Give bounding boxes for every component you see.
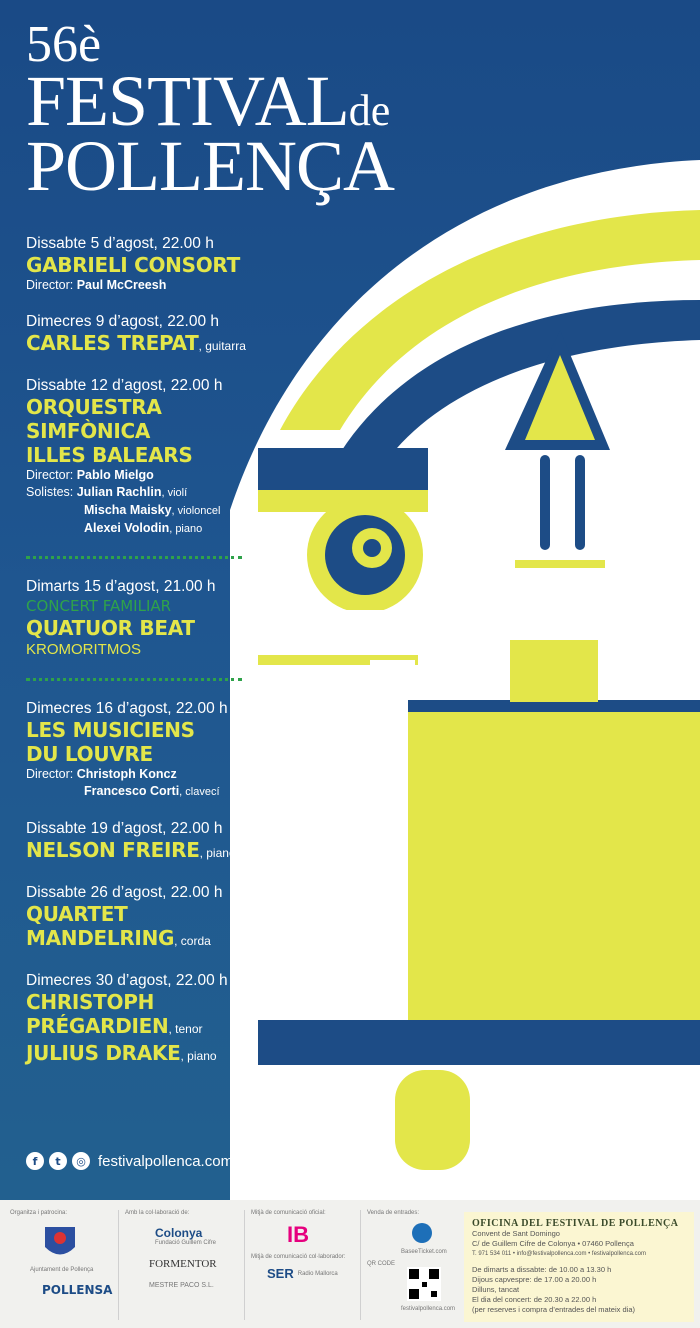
ser-logo: SER Radio Mallorca <box>267 1266 338 1281</box>
office-hours: El dia del concert: de 20.30 a 22.00 h <box>472 1295 597 1304</box>
ib-logo: IB <box>287 1222 309 1247</box>
event-1 <box>26 234 326 294</box>
colonya-subtitle: Fundació Guillem Cifre <box>155 1240 217 1246</box>
event-6 <box>26 819 326 865</box>
twitter-icon[interactable]: t <box>49 1152 67 1170</box>
event-soloist: Francesco Corti, clavecí <box>84 784 220 798</box>
website-link[interactable]: festivalpollenca.com <box>98 1152 234 1170</box>
title-festival: FESTIVAL <box>26 60 349 141</box>
title-de: de <box>348 85 391 135</box>
event-date: Dimecres 9 d’agost, 22.00 h <box>26 313 219 330</box>
pollensa-logo: POLLENSA <box>42 1283 113 1297</box>
event-soloist: Alexei Volodin, piano <box>84 521 203 535</box>
tickets-label: Venda de entrades: <box>367 1210 420 1216</box>
qr-site: festivalpollenca.com <box>401 1306 456 1312</box>
office-title: OFICINA DEL FESTIVAL DE POLLENÇA <box>472 1218 679 1229</box>
event-artist-line: CHRISTOPH <box>26 990 155 1014</box>
event-director: Director: Christoph Koncz <box>26 767 177 781</box>
office-address: Convent de Sant Domingo <box>472 1229 560 1238</box>
edition-number: 56è <box>26 16 102 73</box>
ajuntament-label: Ajuntament de Pollença <box>30 1267 94 1273</box>
event-date: Dimecres 30 d’agost, 22.00 h <box>26 972 228 989</box>
event-artist: CARLES TREPAT, guitarra <box>26 331 246 355</box>
office-hours: De dimarts a dissabte: de 10.00 a 13.30 h <box>472 1265 612 1274</box>
event-artist-line: ORQUESTRA <box>26 395 162 419</box>
collaborators-column <box>118 1210 238 1320</box>
event-date: Dissabte 19 d’agost, 22.00 h <box>26 820 223 837</box>
festival-office-box <box>464 1212 694 1322</box>
qr-label: QR CODE <box>367 1261 396 1267</box>
event-5 <box>26 699 326 801</box>
event-artist: QUATUOR BEAT <box>26 616 195 640</box>
social-links <box>26 1152 233 1170</box>
colonya-logo: Colonya <box>155 1226 203 1240</box>
event-artist: PRÉGARDIEN, tenor <box>26 1014 203 1038</box>
event-date: Dissabte 26 d’agost, 22.00 h <box>26 884 223 901</box>
dotted-divider <box>26 556 242 559</box>
sponsors-footer <box>0 1200 700 1328</box>
office-contact: T. 971 534 011 • info@festivalpollenca.com • festivalpollenca.com <box>472 1251 646 1257</box>
event-3 <box>26 376 326 538</box>
formentor-logo: FORMENTOR <box>149 1258 217 1270</box>
program-list <box>26 234 326 1086</box>
event-artist: MANDELRING, corda <box>26 926 211 950</box>
office-hours: Dilluns, tancat <box>472 1285 520 1294</box>
qr-code-icon[interactable] <box>407 1267 441 1301</box>
event-artist-line: SIMFÒNICA <box>26 419 151 443</box>
instagram-icon[interactable]: ◎ <box>72 1152 90 1170</box>
organizer-label: Organitza i patrocina: <box>10 1210 68 1216</box>
event-artist-line: LES MUSICIENS <box>26 718 195 742</box>
event-soloist: Mischa Maisky, violoncel <box>84 503 221 517</box>
dotted-divider <box>26 678 242 681</box>
media-label: Mitjà de comunicació oficial: <box>251 1210 326 1216</box>
event-artist-line: DU LOUVRE <box>26 742 153 766</box>
media-column <box>244 1210 354 1320</box>
ticket-logo-icon <box>407 1222 437 1244</box>
tickets-column <box>360 1210 460 1320</box>
event-artist: NELSON FREIRE, piano <box>26 838 236 862</box>
festival-title <box>26 16 394 206</box>
event-artist: GABRIELI CONSORT <box>26 253 240 277</box>
event-soloist: Solistes: Julian Rachlin, violí <box>26 485 188 499</box>
office-hours: Dijous capvespre: de 17.00 a 20.00 h <box>472 1275 597 1284</box>
event-director: Director: Pablo Mielgo <box>26 468 154 482</box>
title-town: POLLENÇA <box>26 125 394 206</box>
facebook-icon[interactable]: f <box>26 1152 44 1170</box>
mestre-logo: MESTRE PACO S.L. <box>149 1282 214 1289</box>
media-collab-label: Mitjà de comunicació col·laborador: <box>251 1254 346 1260</box>
event-2 <box>26 312 326 358</box>
event-date: Dissabte 5 d’agost, 22.00 h <box>26 235 214 252</box>
collaborators-label: Amb la col·laboració de: <box>125 1210 190 1216</box>
event-date: Dimarts 15 d’agost, 21.00 h <box>26 578 216 595</box>
ticket-site[interactable]: BaseeTicket.com <box>401 1249 447 1255</box>
event-artist-line: QUARTET <box>26 902 128 926</box>
event-kicker: CONCERT FAMILIAR <box>26 597 172 615</box>
event-8 <box>26 971 326 1068</box>
event-artist: JULIUS DRAKE, piano <box>26 1041 217 1065</box>
event-date: Dissabte 12 d’agost, 22.00 h <box>26 377 223 394</box>
event-artist-line: ILLES BALEARS <box>26 443 193 467</box>
event-date: Dimecres 16 d’agost, 22.00 h <box>26 700 228 717</box>
event-7 <box>26 883 326 953</box>
event-subtitle: KROMORITMOS <box>26 641 141 658</box>
office-address: C/ de Guillem Cifre de Colonya • 07460 Pollença <box>472 1239 634 1248</box>
event-director: Director: Paul McCreesh <box>26 278 167 292</box>
coat-of-arms-icon <box>40 1222 80 1262</box>
event-4 <box>26 577 326 660</box>
office-hours: (per reserves i compra d’entrades del mateix dia) <box>472 1305 635 1314</box>
organizer-column <box>4 1210 114 1320</box>
